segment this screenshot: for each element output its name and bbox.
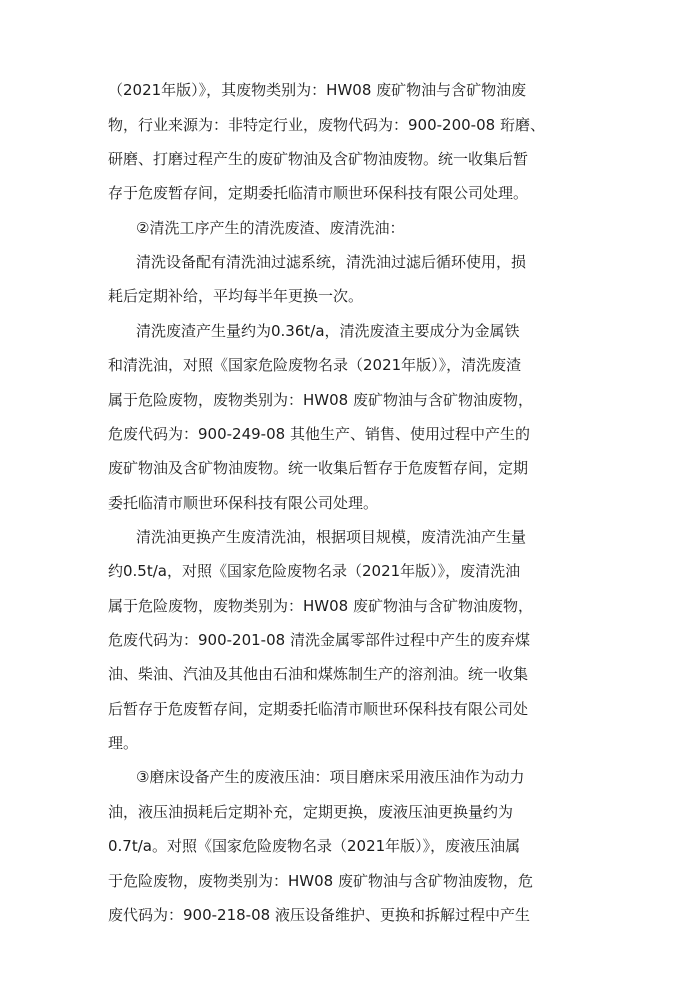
text-line: 清洗油更换产生废清洗油，根据项目规模，废清洗油产生量 <box>136 528 527 546</box>
text-line: 于危险废物，废物类别为：HW08 废矿物油与含矿物油废物，危 <box>108 872 533 890</box>
text-line: 危废代码为：900-249-08 其他生产、销售、使用过程中产生的 <box>108 425 530 443</box>
text-line: 理。 <box>108 734 139 752</box>
text-line: （2021年版）》，其废物类别为：HW08 废矿物油与含矿物油废 <box>108 81 527 99</box>
text-line: 废代码为：900-218-08 液压设备维护、更换和拆解过程中产生 <box>108 906 530 924</box>
text-line: 属于危险废物，废物类别为：HW08 废矿物油与含矿物油废物， <box>108 391 533 409</box>
text-line: 属于危险废物，废物类别为：HW08 废矿物油与含矿物油废物， <box>108 597 533 615</box>
section-heading: ③磨床设备产生的废液压油：项目磨床采用液压油作为动力 <box>136 768 525 786</box>
section-heading: ②清洗工序产生的清洗废渣、废清洗油： <box>136 219 405 237</box>
text-line: 约0.5t/a，对照《国家危险废物名录（2021年版）》，废清洗油 <box>108 562 521 580</box>
text-line: 0.7t/a。对照《国家危险废物名录（2021年版）》，废液压油属 <box>108 837 521 855</box>
text-line: 委托临清市顺世环保科技有限公司处理。 <box>108 494 379 512</box>
text-line: 物，行业来源为：非特定行业，废物代码为：900-200-08 珩磨、 <box>108 116 545 134</box>
text-line: 清洗废渣产生量约为0.36t/a，清洗废渣主要成分为金属铁 <box>136 322 520 340</box>
text-line: 油，液压油损耗后定期补充，定期更换，废液压油更换量约为 <box>108 803 514 821</box>
text-line: 废矿物油及含矿物油废物。统一收集后暂存于危废暂存间，定期 <box>108 459 529 477</box>
text-line: 研磨、打磨过程产生的废矿物油及含矿物油废物。统一收集后暂 <box>108 150 529 168</box>
text-line: 存于危废暂存间，定期委托临清市顺世环保科技有限公司处理。 <box>108 184 529 202</box>
text-line: 危废代码为：900-201-08 清洗金属零部件过程中产生的废弃煤 <box>108 631 530 649</box>
text-line: 清洗设备配有清洗油过滤系统，清洗油过滤后循环使用，损 <box>136 253 527 271</box>
text-line: 后暂存于危废暂存间，定期委托临清市顺世环保科技有限公司处 <box>108 700 529 718</box>
text-line: 和清洗油，对照《国家危险废物名录（2021年版）》，清洗废渣 <box>108 356 522 374</box>
text-line: 耗后定期补给，平均每半年更换一次。 <box>108 287 364 305</box>
text-line: 油、柴油、汽油及其他由石油和煤炼制生产的溶剂油。统一收集 <box>108 665 529 683</box>
